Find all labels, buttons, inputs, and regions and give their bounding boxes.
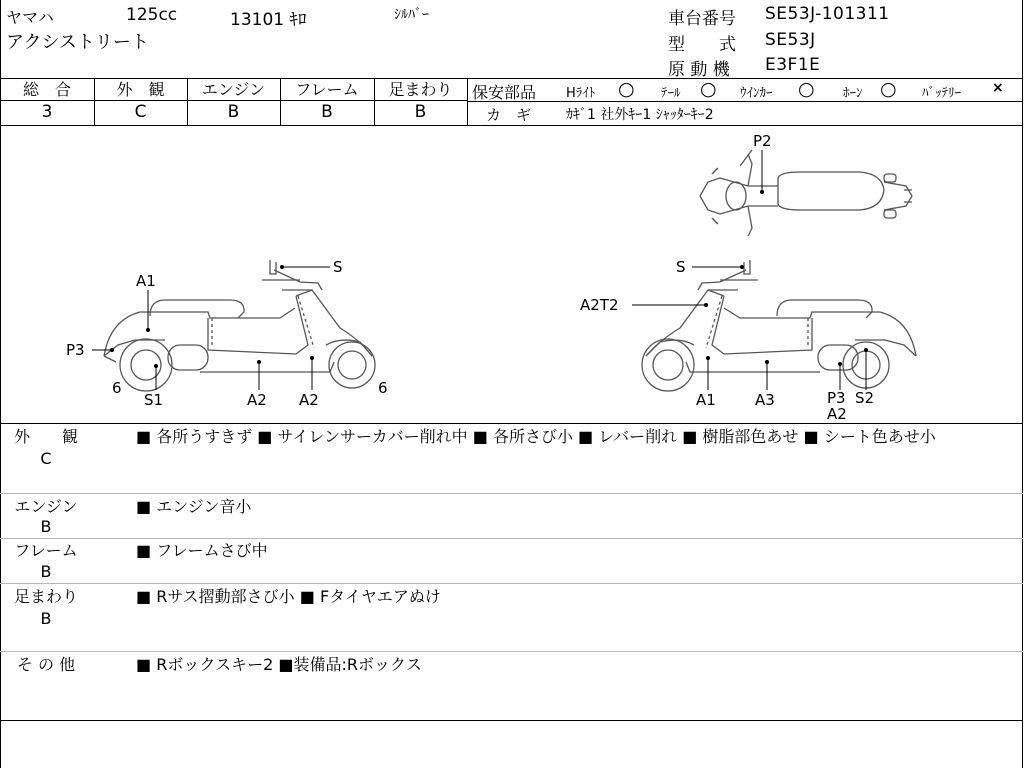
- grade-suspension-value: B: [414, 102, 427, 122]
- diagram-label-left-a1: A1: [136, 272, 156, 290]
- diagram-label-right-a3: A3: [755, 391, 775, 409]
- diagram-label-left-s: S: [333, 258, 343, 276]
- safety-headlight-label: Hﾗｲﾄ: [566, 86, 596, 101]
- section-suspension-label: 足まわり: [13, 587, 78, 606]
- grade-engine-label: エンジン: [201, 80, 266, 99]
- key-label: カ ギ: [486, 106, 532, 124]
- section-frame-text: ■ フレームさび中: [136, 541, 268, 560]
- scooter-right-side-drawing: [642, 260, 916, 391]
- divider-bottom: [0, 720, 1023, 721]
- damage-diagram: [0, 126, 1022, 422]
- section-frame-label: フレーム: [14, 541, 78, 560]
- diagram-label-top-p2: P2: [753, 132, 772, 150]
- grade-exterior-value: C: [134, 102, 147, 122]
- maker: ヤマハ: [6, 8, 54, 27]
- section-other-text: ■ Rボックスキー2 ■装備品:Rボックス: [136, 655, 422, 674]
- safety-horn-mark: ○: [880, 78, 897, 100]
- section-exterior-text: ■ 各所うすきず ■ サイレンサーカバー削れ中 ■ 各所さび小 ■ レバー削れ ■ 樹脂部色あせ ■ シート色あせ小: [136, 427, 936, 446]
- divider-grade-header: [0, 100, 468, 101]
- type-label: 型 式: [668, 35, 736, 55]
- safety-tail-mark: ○: [700, 78, 717, 100]
- type-value: SE53J: [765, 30, 816, 50]
- safety-battery-mark: ×: [992, 80, 1004, 96]
- grade-exterior-label: 外 観: [116, 80, 165, 99]
- grade-overall-value: 3: [41, 102, 53, 122]
- scooter-top-view-drawing: [700, 150, 912, 236]
- diagram-label-right-s: S: [676, 258, 686, 276]
- model-name: アクシストリート: [6, 32, 149, 53]
- safety-horn-label: ﾎｰﾝ: [843, 86, 863, 101]
- grade-frame-value: B: [321, 102, 333, 122]
- outer-border-right: [1022, 0, 1023, 768]
- safety-headlight-mark: ○: [618, 78, 635, 100]
- section-exterior-grade: C: [40, 449, 52, 468]
- safety-title: 保安部品: [472, 83, 537, 102]
- diagram-label-right-p3: P3: [827, 389, 846, 407]
- mileage: 13101 ｷﾛ: [230, 10, 307, 30]
- safety-tail-label: ﾃｰﾙ: [661, 86, 681, 101]
- color: ｼﾙﾊﾞｰ: [394, 7, 429, 23]
- frame-no-label: 車台番号: [668, 9, 736, 29]
- section-suspension-grade: B: [40, 609, 52, 628]
- section-engine-label: エンジン: [14, 497, 78, 516]
- divider-header: [0, 78, 1023, 79]
- diagram-label-right-a2t2: A2T2: [580, 296, 619, 314]
- divider-safety: [468, 101, 1023, 102]
- diagram-label-left-a2b: A2: [299, 391, 319, 409]
- section-suspension-text: ■ Rサス摺動部さび小 ■ Fタイヤエアぬけ: [136, 587, 441, 606]
- diagram-label-left-a2a: A2: [247, 391, 267, 409]
- safety-battery-label: ﾊﾞｯﾃﾘｰ: [922, 86, 961, 101]
- section-other-label: そ の 他: [16, 655, 76, 674]
- displacement: 125cc: [126, 5, 178, 25]
- divider-diagram: [0, 423, 1023, 424]
- diagram-label-left-6b: 6: [378, 379, 388, 397]
- section-engine-grade: B: [40, 517, 52, 536]
- key-text: ｶｷﾞ1 社外ｷｰ1 ｼｬｯﾀｰｷｰ2: [566, 107, 714, 123]
- grade-engine-value: B: [227, 102, 240, 122]
- diagram-label-right-a2: A2: [827, 405, 847, 422]
- diagram-label-left-p3: P3: [66, 341, 85, 359]
- section-frame-grade: B: [40, 562, 52, 581]
- grade-frame-label: フレーム: [295, 80, 359, 99]
- divider-section: [0, 651, 1023, 652]
- divider-section: [0, 538, 1023, 539]
- divider-section: [0, 583, 1023, 584]
- grade-col-divider: [467, 78, 468, 125]
- diagram-label-right-s2: S2: [855, 389, 875, 407]
- grade-overall-label: 総 合: [22, 80, 71, 99]
- safety-winker-mark: ○: [798, 78, 815, 100]
- diagram-label-left-s1: S1: [144, 391, 164, 409]
- section-engine-text: ■ エンジン音小: [136, 497, 252, 516]
- engine-label: 原 動 機: [668, 60, 730, 80]
- diagram-label-right-a1: A1: [696, 391, 716, 409]
- divider-section: [0, 493, 1023, 494]
- section-exterior-label: 外 観: [13, 427, 78, 446]
- frame-no-value: SE53J-101311: [765, 4, 890, 24]
- diagram-label-left-6a: 6: [112, 379, 122, 397]
- engine-value: E3F1E: [765, 55, 821, 75]
- grade-suspension-label: 足まわり: [388, 80, 453, 99]
- safety-winker-label: ｳｲﾝｶｰ: [740, 86, 773, 101]
